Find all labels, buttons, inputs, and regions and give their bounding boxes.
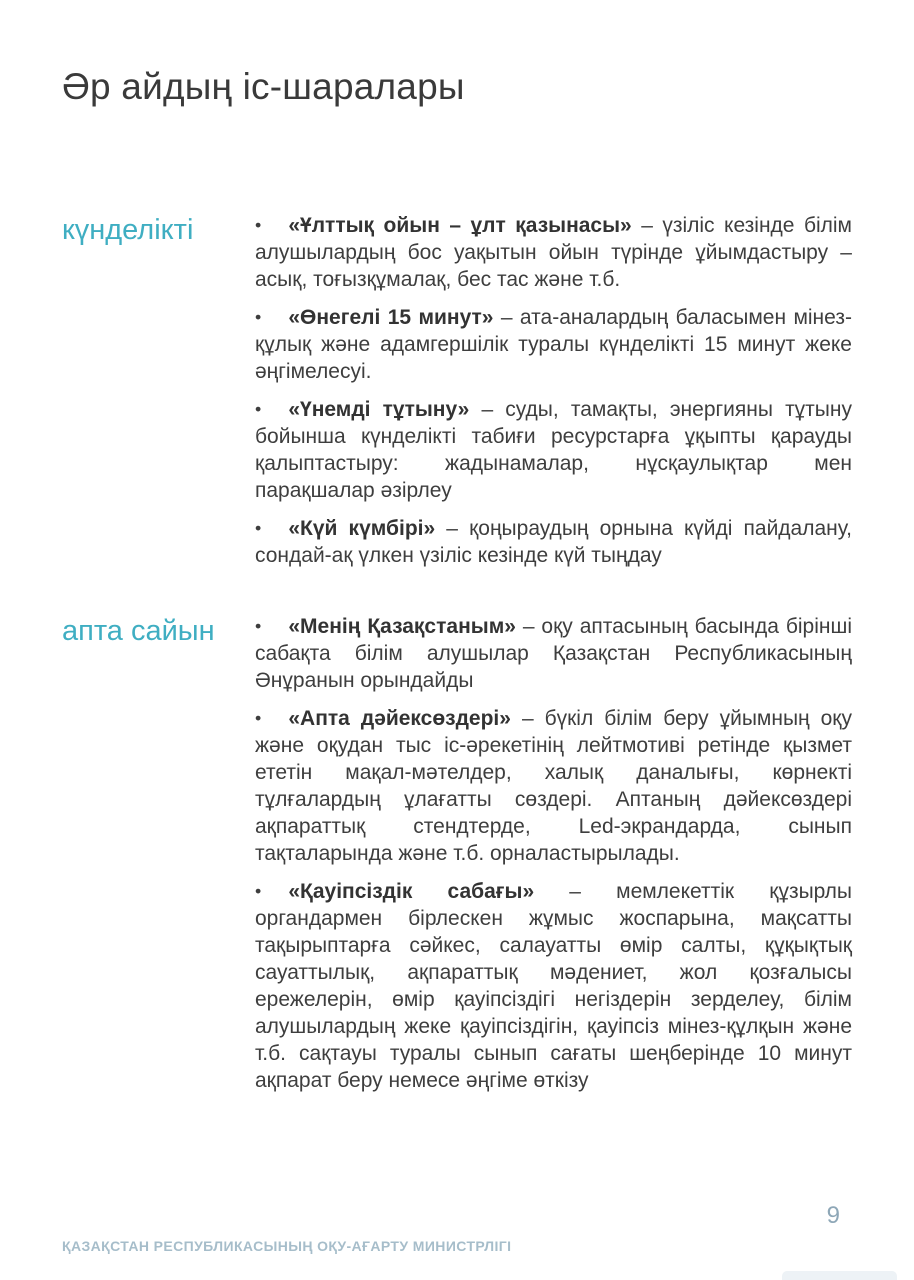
item-title: «Ұлттық ойын – ұлт қазынасы» [288, 214, 632, 237]
page-title: Әр айдың іс-шаралары [62, 66, 465, 107]
page-content [62, 212, 852, 1094]
item-title: «Апта дәйексөздері» [288, 707, 511, 730]
list-item [255, 515, 852, 569]
page-number: 9 [826, 1202, 840, 1229]
list-item [255, 396, 852, 504]
section-weekly-items [255, 613, 852, 1094]
item-title: «Үнемді тұтыну» [288, 398, 470, 421]
footer-ministry-label: ҚАЗАҚСТАН РЕСПУБЛИКАСЫНЫҢ ОҚУ-АҒАРТУ МИНИСТРЛІГІ [62, 1238, 512, 1254]
item-text: – оқу аптасының басында бірінші сабақта білім алушылар Қазақстан Республикасының Әнұранын орындайды [255, 615, 853, 692]
bullet-icon: • [255, 215, 262, 236]
list-item [255, 212, 852, 293]
bullet-icon: • [255, 518, 262, 539]
section-weekly [62, 613, 852, 1094]
section-daily-items [255, 212, 852, 569]
item-text: – бүкіл білім беру ұйымның оқу және оқудан тыс іс-әрекетінің лейтмотиві ретінде қызмет ететін мақал-мәтелдер, халық даналығы, көрнекті тұлғалардың ұлағатты сөздері. Аптаның дәйексөздері ақпараттық стендтерде, Led-экрандарда, сынып тақталарында және т.б. орналастырылады. [255, 707, 852, 865]
item-title: «Қауіпсіздік сабағы» [288, 880, 535, 903]
corner-accent-shape [782, 1271, 897, 1280]
item-text: – үзіліс кезінде білім алушылардың бос уақытын ойын түрінде ұйымдастыру – асық, тоғызқұмалақ, бес тас және т.б. [255, 214, 852, 291]
list-item [255, 613, 852, 694]
item-text: – қоңыраудың орнына күйді пайдалану, сондай-ақ үлкен үзіліс кезінде күй тыңдау [255, 517, 852, 567]
bullet-icon: • [255, 708, 262, 729]
item-text: – мемлекеттік құзырлы органдармен бірлескен жұмыс жоспарына, мақсатты тақырыптарға сәйкес, салауатты өмір салты, құқықтық сауаттылық, ақпараттық мәдениет, жол қозғалысы ережелерін, өмір қауіпсіздігі негіздерін зерделеу, білім алушылардың жеке қауіпсіздігін, қауіпсіз мінез-құлқын және т.б. сақтауы туралы сынып сағаты шеңберінде 10 минут ақпарат беру немесе әңгіме өткізу [255, 880, 852, 1092]
item-title: «Менің Қазақстаным» [288, 615, 516, 638]
list-item [255, 705, 852, 867]
bullet-icon: • [255, 307, 262, 328]
section-daily [62, 212, 852, 569]
item-text: – ата-аналардың баласымен мінез-құлық және адамгершілік туралы күнделікті 15 минут жеке әңгімелесуі. [255, 306, 852, 383]
item-title: «Күй күмбірі» [288, 517, 436, 540]
list-item [255, 304, 852, 385]
bullet-icon: • [255, 616, 262, 637]
list-item [255, 878, 852, 1094]
item-text: – суды, тамақты, энергияны тұтыну бойынша күнделікті табиғи ресурстарға ұқыпты қарауды қалыптастыру: жадынамалар, нұсқаулықтар мен парақшалар әзірлеу [255, 398, 852, 502]
bullet-icon: • [255, 881, 262, 902]
section-label-daily: күнделікті [62, 214, 194, 246]
item-title: «Өнегелі 15 минут» [288, 306, 494, 329]
section-label-weekly: апта сайын [62, 615, 215, 647]
bullet-icon: • [255, 399, 262, 420]
